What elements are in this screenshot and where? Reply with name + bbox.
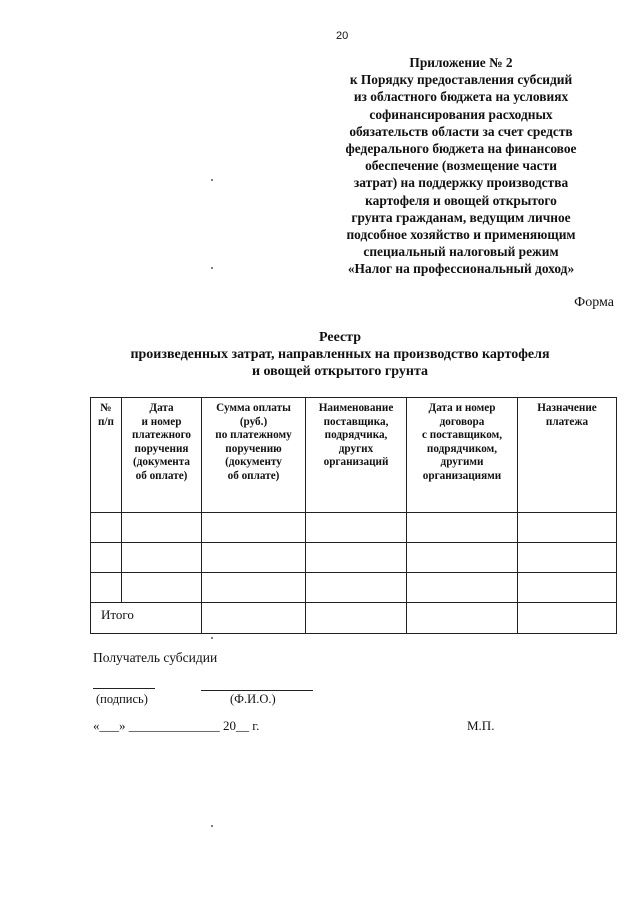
registry-subtitle-line: и овощей открытого грунта	[251, 364, 429, 379]
total-row	[91, 603, 617, 634]
table-cell[interactable]	[122, 513, 202, 543]
signature-caption: (подпись)	[96, 692, 148, 706]
appendix-line: софинансирования расходных	[369, 106, 553, 122]
table-cell[interactable]	[407, 603, 518, 634]
scan-speck	[211, 825, 213, 827]
date-field: «___» ______________ 20__ г.	[93, 718, 260, 733]
total-amount-cell[interactable]	[202, 603, 306, 634]
table-cell[interactable]	[407, 573, 518, 603]
appendix-line: обеспечение (возмещение части	[365, 158, 557, 174]
appendix-line: к Порядку предоставления субсидий	[349, 72, 573, 88]
appendix-line: обязательств области за счет средств	[349, 123, 573, 139]
header-purpose: Назначение платежа	[518, 398, 617, 513]
header-payment-amount: Сумма оплаты (руб.) по платежному поручению (документу об оплате)	[202, 398, 306, 513]
registry-title	[20, 329, 640, 380]
appendix-line: специальный налоговый режим	[363, 244, 559, 260]
appendix-line: затрат) на поддержку производства	[353, 175, 569, 191]
appendix-line: картофеля и овощей открытого	[365, 192, 557, 208]
table-cell[interactable]	[518, 573, 617, 603]
table-cell[interactable]	[518, 543, 617, 573]
scan-speck	[211, 637, 213, 639]
form-label: Форма	[574, 295, 614, 310]
table-cell[interactable]	[202, 543, 306, 573]
appendix-line: из областного бюджета на условиях	[353, 89, 569, 105]
appendix-line: подсобное хозяйство и применяющим	[346, 227, 576, 243]
registry-subtitle-line: произведенных затрат, направленных на производство картофеля	[130, 347, 550, 362]
registry-table	[90, 397, 617, 634]
appendix-header	[308, 54, 614, 278]
header-contract: Дата и номер договора с поставщиком, подрядчиком, другими организациями	[407, 398, 518, 513]
seal-label: М.П.	[467, 718, 495, 733]
recipient-label: Получатель субсидии	[93, 650, 218, 665]
signature-line	[93, 688, 155, 689]
table-cell[interactable]	[407, 513, 518, 543]
table-cell[interactable]	[202, 513, 306, 543]
table-cell[interactable]	[91, 513, 122, 543]
scan-speck	[211, 267, 213, 269]
table-cell[interactable]	[306, 543, 407, 573]
table-cell[interactable]	[122, 573, 202, 603]
table-cell[interactable]	[91, 573, 122, 603]
name-line	[201, 690, 313, 691]
table-cell[interactable]	[202, 573, 306, 603]
table-cell[interactable]	[91, 543, 122, 573]
table-cell[interactable]	[407, 543, 518, 573]
table-header-row	[91, 398, 617, 513]
scan-speck	[211, 179, 213, 181]
table-row	[91, 543, 617, 573]
appendix-line: Приложение № 2	[409, 55, 513, 70]
registry-heading: Реестр	[318, 330, 361, 345]
table-cell[interactable]	[306, 573, 407, 603]
total-label: Итого	[91, 603, 202, 634]
appendix-line: грунта гражданам, ведущим личное	[351, 209, 571, 225]
table-cell[interactable]	[518, 513, 617, 543]
header-number: № п/п	[91, 398, 122, 513]
table-row	[91, 573, 617, 603]
appendix-line: «Налог на профессиональный доход»	[347, 261, 575, 277]
appendix-line: федерального бюджета на финансовое	[345, 141, 577, 157]
table-cell[interactable]	[306, 513, 407, 543]
table-cell[interactable]	[518, 603, 617, 634]
header-payment-order: Дата и номер платежного поручения (документа об оплате)	[122, 398, 202, 513]
header-supplier-name: Наименование поставщика, подрядчика, других организаций	[306, 398, 407, 513]
name-caption: (Ф.И.О.)	[230, 692, 276, 706]
table-cell[interactable]	[306, 603, 407, 634]
page-number: 20	[336, 30, 349, 42]
table-row	[91, 513, 617, 543]
table-cell[interactable]	[122, 543, 202, 573]
